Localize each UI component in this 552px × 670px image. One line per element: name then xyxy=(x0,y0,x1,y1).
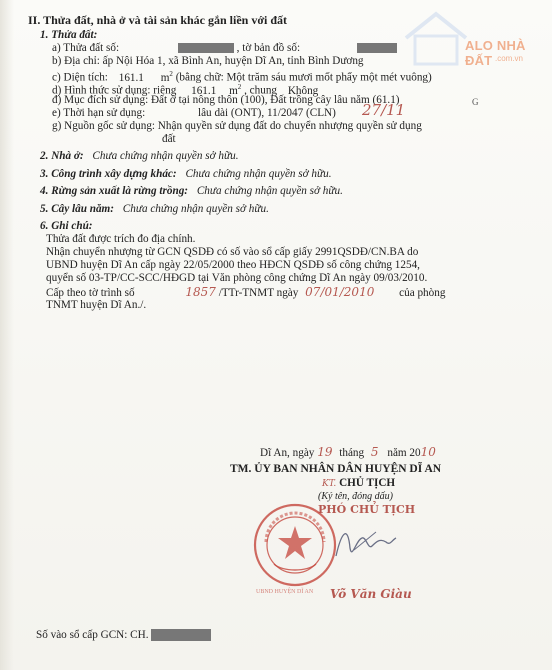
thua-dat-so-row xyxy=(52,42,397,55)
redacted-parcel-number xyxy=(178,43,234,53)
to-ban-do-label: , tờ bản đồ số: xyxy=(236,42,301,54)
cap-theo-date: 07/01/2010 xyxy=(305,285,375,299)
nguon-goc-cont: đất xyxy=(162,133,176,145)
hinh-thuc-row: d) Hình thức sử dụng: riêng 161.1 $m^2$ , chung Không xyxy=(52,83,319,97)
rung-row xyxy=(40,185,343,198)
rung-label: 4. Rừng sản xuất là rừng trồng: xyxy=(40,185,189,197)
cap-theo-line-2: TNMT huyện Dĩ An./. xyxy=(46,299,147,311)
dien-tich-value: 161.1 xyxy=(118,71,144,84)
margin-mark: G xyxy=(472,97,479,107)
ghi-chu-line-1: Thửa đất được trích đo địa chính. xyxy=(46,233,196,245)
ghi-chu-line-3: UBND huyện Dĩ An cấp ngày 22/05/2000 theo HĐCN QSDĐ số công chứng 1254, xyxy=(46,259,420,271)
authority-title: TM. ỦY BAN NHÂN DÂN HUYỆN DĨ AN xyxy=(230,463,442,475)
thua-dat-heading: 1. Thửa đất: xyxy=(40,29,98,41)
official-seal xyxy=(252,502,338,588)
cap-theo-mid: /TTr-TNMT ngày xyxy=(218,287,299,299)
page-edge-shadow xyxy=(0,0,14,670)
hinh-thuc-value: 161.1 xyxy=(191,84,217,97)
signing-date xyxy=(260,446,436,460)
ghi-chu-line-2: Nhận chuyển nhượng từ GCN QSDĐ có số vào sổ cấp giấy 2991QSDĐ/CN.BA do xyxy=(46,246,419,258)
cap-theo-prefix: Cấp theo tờ trình số xyxy=(46,287,135,299)
hinh-thuc-unit: m xyxy=(229,84,238,97)
watermark-brand: ALO NHÀ ĐẤT xyxy=(465,38,526,68)
thoi-han-row xyxy=(52,107,336,120)
thoi-han-label: e) Thời hạn sử dụng: xyxy=(52,107,146,119)
cong-trinh-value: Chưa chứng nhận quyền sở hữu. xyxy=(185,168,332,180)
house-icon xyxy=(401,8,471,66)
cay-lau-nam-row xyxy=(40,203,269,216)
section-heading: II. Thửa đất, nhà ở và tài sản khác gắn liền với đất xyxy=(28,13,288,27)
date-day: 19 xyxy=(317,445,333,459)
role-prefix: KT. xyxy=(322,479,337,489)
footer-label: Số vào sổ cấp GCN: CH. xyxy=(36,629,149,641)
cap-theo-number: 1857 xyxy=(185,285,216,299)
date-year: 10 xyxy=(420,445,436,459)
ghi-chu-line-4: quyển số 03-TP/CC-SCC/HĐGD tại Văn phòng công chứng Dĩ An ngày 09/03/2010. xyxy=(46,272,428,284)
handwritten-signature xyxy=(330,520,400,564)
muc-dich: đ) Mục đích sử dụng: Đất ở tại nông thôn (100), Đất trồng cây lâu năm (61.1) xyxy=(52,94,400,106)
date-month-label: tháng xyxy=(339,447,365,459)
handwritten-note: 27/11 xyxy=(362,101,406,119)
nha-o-value: Chưa chứng nhận quyền sở hữu. xyxy=(92,150,239,162)
signer-name: Võ Văn Giàu xyxy=(330,587,412,601)
cay-lau-nam-value: Chưa chứng nhận quyền sở hữu. xyxy=(122,203,269,215)
date-year-label: năm 20 xyxy=(387,447,421,459)
cap-theo-suffix: của phòng xyxy=(399,287,446,299)
nha-o-label: 2. Nhà ở: xyxy=(40,150,84,162)
role-name: CHỦ TỊCH xyxy=(339,477,396,489)
dia-chi: b) Địa chỉ: ấp Nội Hóa 1, xã Bình An, huyện Dĩ An, tỉnh Bình Dương xyxy=(52,55,364,67)
cong-trinh-row xyxy=(40,168,332,181)
rung-value: Chưa chứng nhận quyền sở hữu. xyxy=(196,185,343,197)
sign-note: (Ký tên, đóng dấu) xyxy=(318,491,393,502)
cap-theo-row xyxy=(46,286,445,300)
thoi-han-value: lâu dài (ONT), 11/2047 (CLN) xyxy=(197,107,336,119)
date-month: 5 xyxy=(370,445,379,459)
watermark-domain: .com.vn xyxy=(495,54,524,63)
cay-lau-nam-label: 5. Cây lâu năm: xyxy=(40,203,114,215)
dien-tich-words: (bằng chữ: Một trăm sáu mươi mốt phẩy một mét vuông) xyxy=(175,71,432,84)
thua-dat-so-label: a) Thửa đất số: xyxy=(52,42,120,54)
deputy-title: PHÓ CHỦ TỊCH xyxy=(318,503,416,516)
nguon-goc: g) Nguồn gốc sử dụng: Nhận quyền sử dụng đất do chuyển nhượng quyền sử dụng xyxy=(52,120,422,132)
seal-text: UBND HUYỆN DĨ AN xyxy=(256,589,314,595)
dien-tich-label: c) Diện tích: xyxy=(52,71,108,84)
cong-trinh-label: 3. Công trình xây dựng khác: xyxy=(40,168,177,180)
redacted-map-sheet xyxy=(357,43,397,53)
role-title xyxy=(322,477,395,491)
hinh-thuc-label: d) Hình thức sử dụng: riêng xyxy=(52,84,177,97)
chung-label: , chung xyxy=(244,84,278,97)
chung-value: Không xyxy=(287,84,319,97)
date-prefix: Dĩ An, ngày xyxy=(260,447,315,459)
dien-tich-row: c) Diện tích: 161.1 $m^2$ (bằng chữ: Một trăm sáu mươi mốt phẩy một mét vuông) xyxy=(52,70,432,84)
footer-row xyxy=(36,629,211,642)
nha-o-row xyxy=(40,150,239,163)
dien-tich-unit: m xyxy=(160,71,170,84)
ghi-chu-label: 6. Ghi chú: xyxy=(40,220,93,232)
redacted-certificate-number xyxy=(151,629,211,641)
